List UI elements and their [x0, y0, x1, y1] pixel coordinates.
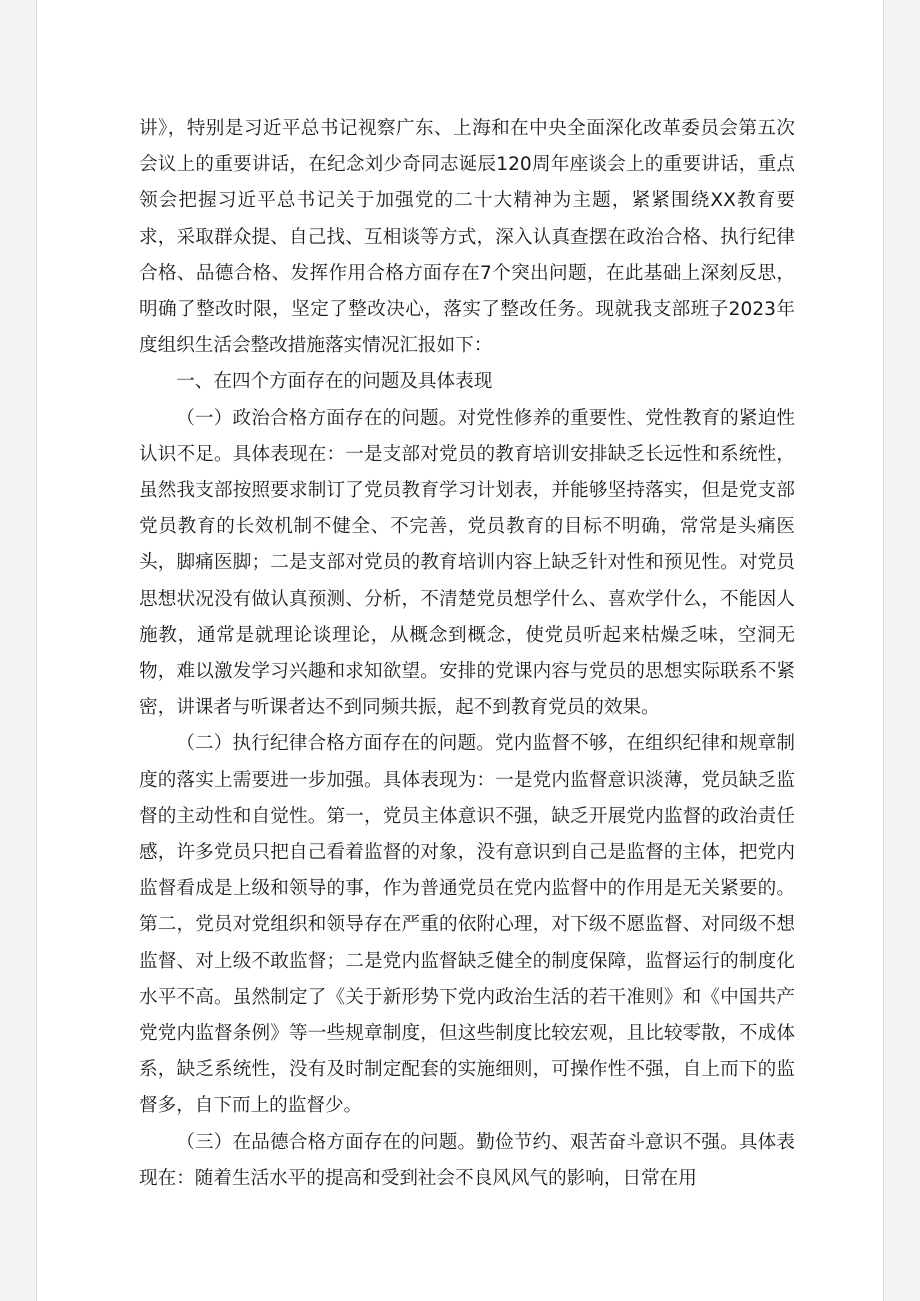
document-body [139, 111, 795, 1197]
paragraph-political-qualification: （一）政治合格方面存在的问题。对党性修养的重要性、党性教育的紧迫性认识不足。具体表现在：一是支部对党员的教育培训安排缺乏长远性和系统性，虽然我支部按照要求制订了党员教育学习计划表，并能够坚持落实，但是党支部党员教育的长效机制不健全、不完善，党员教育的目标不明确，常常是头痛医头，脚痛医脚；二是支部对党员的教育培训内容上缺乏针对性和预见性。对党员思想状况没有做认真预测、分析，不清楚党员想学什么、喜欢学什么，不能因人施教，通常是就理论谈理论，从概念到概念，使党员听起来枯燥乏味，空洞无物，难以激发学习兴趣和求知欲望。安排的党课内容与党员的思想实际联系不紧密，讲课者与听课者达不到同频共振，起不到教育党员的效果。 [139, 407, 795, 719]
document-page [36, 0, 884, 1301]
paragraph-intro-continuation: 讲》，特别是习近平总书记视察广东、上海和在中央全面深化改革委员会第五次会议上的重要讲话，在纪念刘少奇同志诞辰120周年座谈会上的重要讲话，重点领会把握习近平总书记关于加强党的二十大精神为主题，紧紧围绕XX教育要求，采取群众提、自己找、互相谈等方式，深入认真查摆在政治合格、执行纪律合格、品德合格、发挥作用合格方面存在7个突出问题，在此基础上深刻反思，明确了整改时限，坚定了整改决心，落实了整改任务。现就我支部班子2023年度组织生活会整改措施落实情况汇报如下： [139, 118, 795, 357]
paragraph-moral-qualification: （三）在品德合格方面存在的问题。勤俭节约、艰苦奋斗意识不强。具体表现在：随着生活水平的提高和受到社会不良风风气的影响，日常在用 [139, 1131, 795, 1189]
section-heading-problems: 一、在四个方面存在的问题及具体表现 [176, 371, 493, 393]
paragraph-discipline-qualification: （二）执行纪律合格方面存在的问题。党内监督不够，在组织纪律和规章制度的落实上需要进一步加强。具体表现为：一是党内监督意识淡薄，党员缺乏监督的主动性和自觉性。第一，党员主体意识不强，缺乏开展党内监督的政治责任感，许多党员只把自己看着监督的对象，没有意识到自己是监督的主体，把党内监督看成是上级和领导的事，作为普通党员在党内监督中的作用是无关紧要的。第二，党员对党组织和领导存在严重的依附心理，对下级不愿监督、对同级不想监督、对上级不敢监督；二是党内监督缺乏健全的制度保障，监督运行的制度化水平不高。虽然制定了《关于新形势下党内政治生活的若干准则》和《中国共产党党内监督条例》等一些规章制度，但这些制度比较宏观，且比较零散，不成体系，缺乏系统性，没有及时制定配套的实施细则，可操作性不强，自上而下的监督多，自下而上的监督少。 [139, 733, 795, 1117]
